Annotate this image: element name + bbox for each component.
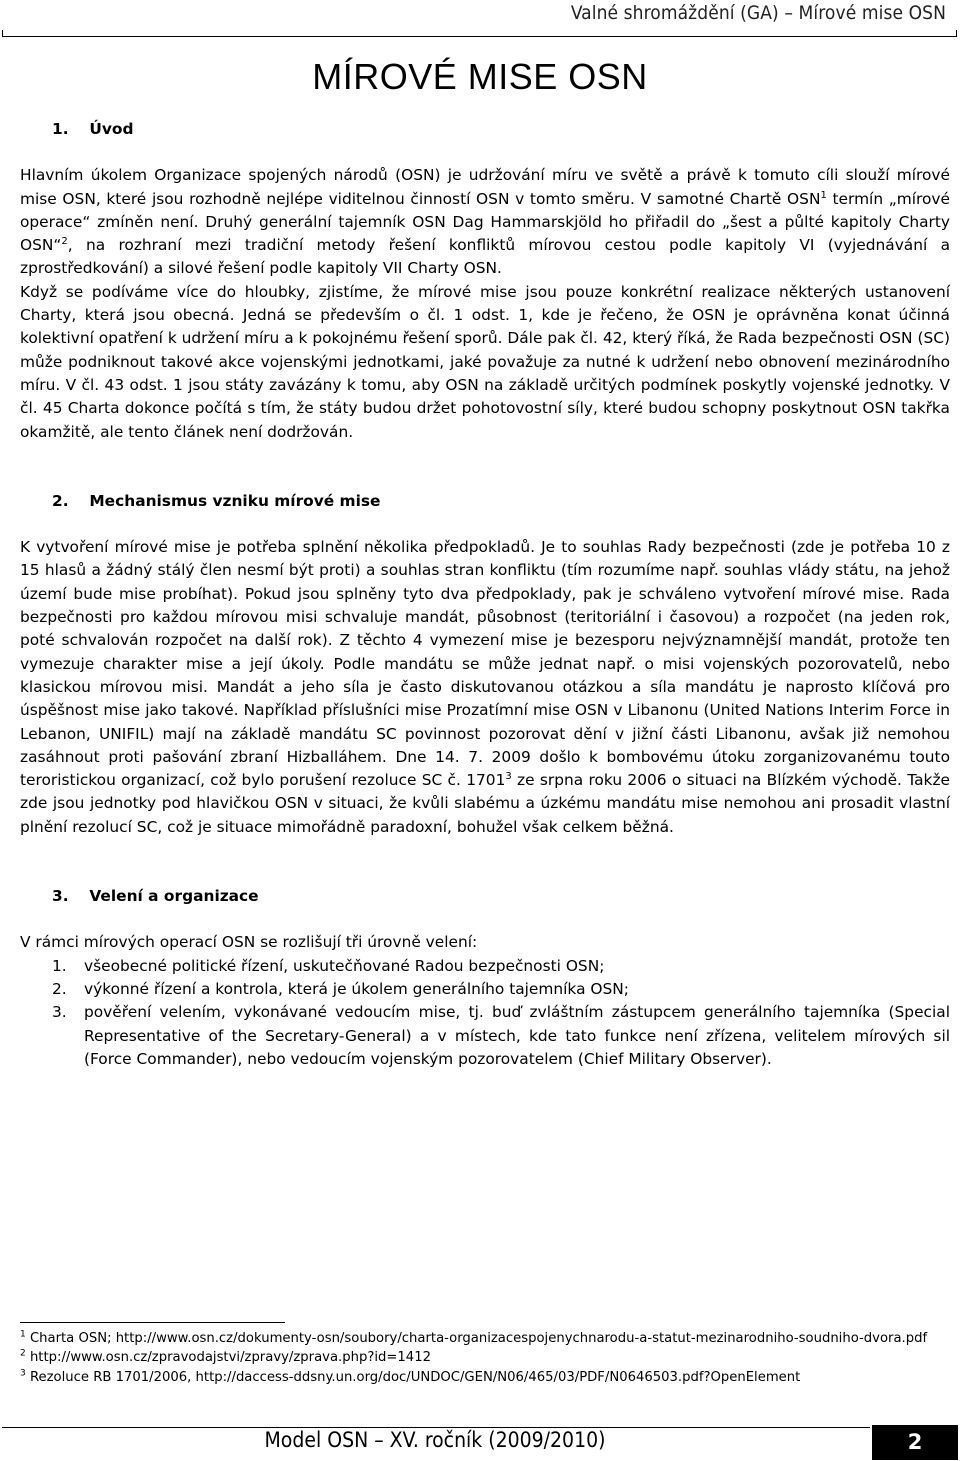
- header-rule: [2, 36, 957, 37]
- footnote-ref[interactable]: 1: [820, 189, 827, 201]
- section-title: Úvod: [89, 120, 134, 138]
- section-title: Velení a organizace: [89, 887, 259, 906]
- paragraph: Hlavním úkolem Organizace spojených národů (OSN) je udržování míru ve světě a právě k tomuto cíli slouží mírové mise OSN, které jsou rozhodně nejlépe viditelnou činností OSN v tomto směru. V samotné Chartě OSN$^1$ termín „mírové operace“ zmíněn není. Druhý generální tajemník OSN Dag Hammarskjöld ho přiřadil do „šest a půlté kapitoly Charty OSN“$^2$, na rozhraní mezi tradiční metody řešení konfliktů mírovou cestou podle kapitoly VI (vyjednávání a zprostředkování) a silové řešení podle kapitoly VII Charty OSN.: [20, 166, 950, 278]
- document-title: MÍROVÉ MISE OSN: [312, 56, 648, 97]
- list-item: 1. všeobecné politické řízení, uskutečňované Radou bezpečnosti OSN;: [52, 956, 605, 975]
- footnote: $^2$ http://www.osn.cz/zpravodajstvi/zpravy/zprava.php?id=1412: [20, 1348, 431, 1366]
- footnote-ref[interactable]: 3: [505, 771, 512, 782]
- list-item: 3. pověření velením, vykonávané vedoucím mise, tj. buď zvláštním zástupcem generálního tajemníka (Special Representative of the Secretary-General) a v místech, kde tato funkce není zřízena, velitelem mírových sil (Force Commander), nebo vedoucím vojenským pozorovatelem (Chief Military Observer).: [52, 1003, 950, 1068]
- header-tick-left: [2, 30, 3, 37]
- footnote: $^1$ Charta OSN; http://www.osn.cz/dokumenty-osn/soubory/charta-organizacespojenychnarodu-a-statut-mezinarodniho-soudniho-dvora.pdf: [20, 1329, 928, 1346]
- footnote: $^3$ Rezoluce RB 1701/2006, http://daccess-ddsny.un.org/doc/UNDOC/GEN/N06/465/03/PDF/N0646503.pdf?OpenElement: [20, 1368, 801, 1385]
- section-number: 3.: [52, 887, 69, 906]
- page-footer: [0, 1424, 960, 1461]
- footer-text: Model OSN – XV. ročník (2009/2010): [264, 1428, 606, 1452]
- command-levels-list: [20, 955, 950, 1071]
- section-number: 1.: [52, 120, 69, 138]
- footnote-ref[interactable]: 2: [61, 236, 68, 248]
- section-heading-mechanism: [20, 490, 950, 513]
- header-title: Valné shromáždění (GA) – Mírové mise OSN: [570, 2, 946, 24]
- page-header: [0, 0, 960, 40]
- section-heading-intro: [20, 118, 950, 141]
- footnotes: [20, 1322, 950, 1387]
- footnote-rule: [20, 1322, 285, 1323]
- section-title: Mechanismus vzniku mírové mise: [89, 491, 381, 510]
- list-item: 2. výkonné řízení a kontrola, která je úkolem generálního tajemníka OSN;: [52, 979, 629, 998]
- section-heading-command: [20, 885, 950, 908]
- section-number: 2.: [52, 491, 69, 510]
- paragraph: Když se podíváme více do hloubky, zjistíme, že mírové mise jsou pouze konkrétní realizace některých ustanovení Charty, která jsou obecná. Jedná se především o čl. 1 odst. 1, kde je řečeno, že OSN je oprávněna konat účinná kolektivní opatření k udržení míru a k pokojnému řešení sporů. Dále pak čl. 42, který říká, že Rada bezpečnosti OSN (SC) může podniknout takové akce vojenskými jednotkami, jaké považuje za nutné k udržení nebo obnovení mezinárodního míru. V čl. 43 odst. 1 jsou státy zavázány k tomu, aby OSN na základě určitých podmínek poskytly vojenské jednotky. V čl. 45 Charta dokonce počítá s tím, že státy budou držet pohotovostní síly, které budou schopny poskytnout OSN takřka okamžitě, ale tento článek není dodržován.: [20, 282, 950, 441]
- header-tick-right: [956, 30, 957, 37]
- document-body: [20, 118, 950, 1071]
- page-number: 2: [872, 1425, 958, 1460]
- paragraph: V rámci mírových operací OSN se rozlišují tři úrovně velení:: [20, 933, 478, 952]
- paragraph: K vytvoření mírové mise je potřeba splnění několika předpokladů. Je to souhlas Rady bezpečnosti (zde je potřeba 10 z 15 hlasů a žádný stálý člen nesmí být proti) a souhlas stran konfliktu (tím rozumíme např. souhlas vlády státu, na jehož území bude mise probíhat). Pokud jsou splněny tyto dva předpoklady, pak je schváleno vytvoření mírové mise. Rada bezpečnosti pro každou mírovou misi schvaluje mandát, působnost (teritoriální i časovou) a rozpočet (na jeden rok, poté schvalován rozpočet na další rok). Z těchto 4 vymezení mise je bezesporu nejvýznamnější mandát, protože ten vymezuje charakter mise a její úkoly. Podle mandátu se může jednat např. o misi vojenských pozorovatelů, nebo klasickou mírovou misi. Mandát a jeho síla je často diskutovanou otázkou a síla mandátu je naprosto klíčová pro úspěšnost mise jako takové. Například příslušníci mise Prozatímní mise OSN v Libanonu (United Nations Interim Force in Lebanon, UNIFIL) mají na základě mandátu SC povinnost pozorovat dění v jižní části Libanonu, avšak již nemohou zasáhnout proti pašování zbraní Hizballáhem. Dne 14. 7. 2009 došlo k bombovému útoku zorganizovanému touto teroristickou organizací, což bylo porušení rezoluce SC č. 1701$^3$ ze srpna roku 2006 o situaci na Blízkém východě. Takže zde jsou jednotky pod hlavičkou OSN v situaci, že kvůli slabému a úzkému mandátu mise nemohou ani prosadit vlastní plnění rezolucí SC, což je situace mimořádně paradoxní, bohužel však celkem běžná.: [20, 538, 950, 836]
